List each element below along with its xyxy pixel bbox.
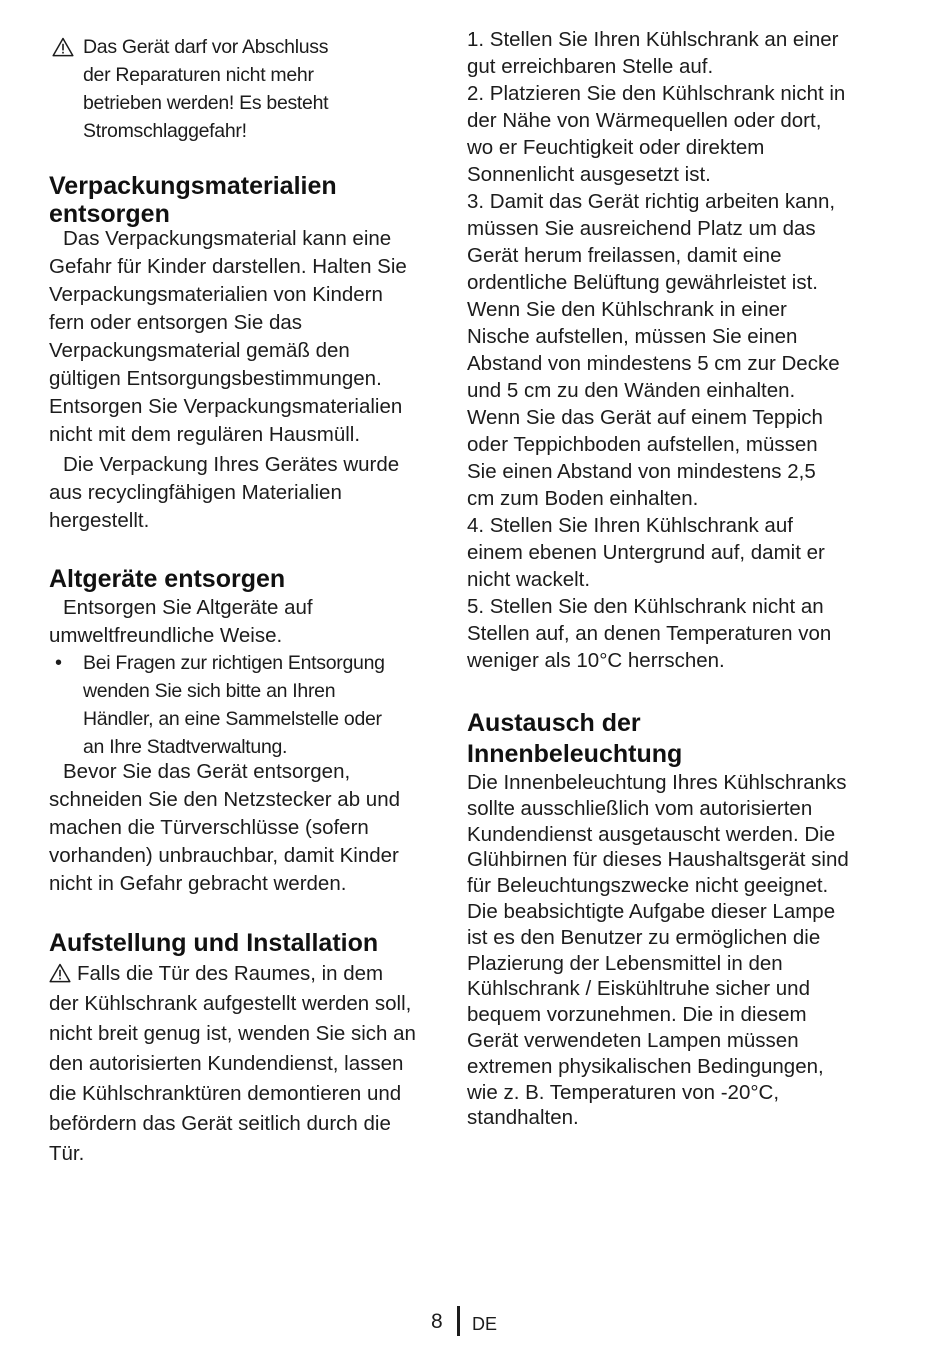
installation-paragraph: Falls die Tür des Raumes, in dem der Kühlschrank aufgestellt werden soll, nicht breit genug ist, wenden Sie sich an den autorisierten Kundendienst, lassen die Kühlschranktüren demontieren und befördern das Gerät seitlich durch die Tür. bbox=[49, 962, 416, 1165]
old-devices-heading: Altgeräte entsorgen bbox=[49, 565, 286, 593]
list-item: • Bei Fragen zur richtigen Entsorgung wenden Sie sich bitte an Ihren Händler, an eine Sammelstelle oder an Ihre Stadtverwaltung. bbox=[49, 649, 385, 761]
language-code: DE bbox=[472, 1314, 498, 1334]
warning-line: der Reparaturen nicht mehr bbox=[83, 64, 314, 86]
installation-steps: 1. Stellen Sie Ihren Kühlschrank an einer gut erreichbaren Stelle auf. 2. Platzieren Sie den Kühlschrank nicht in der Nähe von Wärmequellen oder dort, wo er Feuchtigkeit oder direktem Sonnenlicht ausgesetzt ist. 3. Damit das Gerät richtig arbeiten kann, müssen Sie ausreichend Platz um das Gerät herum freilassen, damit eine ordentliche Belüftung gewährleistet ist. Wenn Sie den Kühlschrank in einer Nische aufstellen, müssen Sie einen Abstand von mindestens 5 cm zur Decke und 5 cm zu den Wänden einhalten. Wenn Sie das Gerät auf einem Teppich oder Teppichboden aufstellen, müssen Sie einen Abstand von mindestens 2,5 cm zum Boden einhalten. 4. Stellen Sie Ihren Kühlschrank auf einem ebenen Untergrund auf, damit er nicht wackelt. 5. Stellen Sie den Kühlschrank nicht an Stellen auf, an denen Temperaturen von weniger als 10°C herrschen. bbox=[467, 28, 846, 672]
lamp-heading: Austausch der Innenbeleuchtung bbox=[467, 709, 683, 768]
warning-triangle-icon bbox=[52, 37, 74, 57]
page-footer bbox=[0, 1306, 950, 1338]
packaging-heading: Verpackungsmaterialien entsorgen bbox=[49, 172, 337, 228]
repair-warning bbox=[49, 33, 328, 145]
page-number: 8 bbox=[431, 1310, 443, 1333]
warning-line: Stromschlaggefahr! bbox=[83, 120, 247, 142]
footer-divider bbox=[457, 1306, 460, 1336]
old-devices-intro: Entsorgen Sie Altgeräte auf umweltfreundliche Weise. bbox=[49, 596, 313, 647]
packaging-paragraph-1: Das Verpackungsmaterial kann eine Gefahr für Kinder darstellen. Halten Sie Verpackungsmaterialien von Kindern fern oder entsorgen Sie das Verpackungsmaterial gemäß den gültigen Entsorgungsbestimmungen. Entsorgen Sie Verpackungsmaterialien nicht mit dem regulären Hausmüll. bbox=[49, 227, 407, 446]
packaging-paragraph-2: Die Verpackung Ihres Gerätes wurde aus recyclingfähigen Materialien hergestellt. bbox=[49, 453, 400, 532]
lamp-paragraph: Die Innenbeleuchtung Ihres Kühlschranks sollte ausschließlich vom autorisierten Kundendienst ausgetauscht werden. Die Glühbirnen für dieses Haushaltsgerät sind für Beleuchtungszwecke nicht geeignet. Die beabsichtigte Aufgabe dieser Lampe ist es den Benutzer zu ermöglichen die Plazierung der Lebensmittel in den Kühlschrank / Eiskühltruhe sicher und bequem vorzunehmen. Die in diesem Gerät verwendeten Lampen müssen extremen physikalischen Bedingungen, wie z. B. Temperaturen von -20°C, standhalten. bbox=[467, 771, 849, 1130]
bullet-icon: • bbox=[55, 652, 62, 674]
warning-triangle-icon bbox=[49, 963, 71, 983]
warning-line: betrieben werden! Es besteht bbox=[83, 92, 329, 114]
installation-heading: Aufstellung und Installation bbox=[49, 929, 379, 957]
old-devices-paragraph: Bevor Sie das Gerät entsorgen, schneiden Sie den Netzstecker ab und machen die Türverschlüsse (sofern vorhanden) unbrauchbar, damit Kinder nicht in Gefahr gebracht werden. bbox=[49, 760, 401, 895]
warning-line: Das Gerät darf vor Abschluss bbox=[83, 36, 329, 58]
